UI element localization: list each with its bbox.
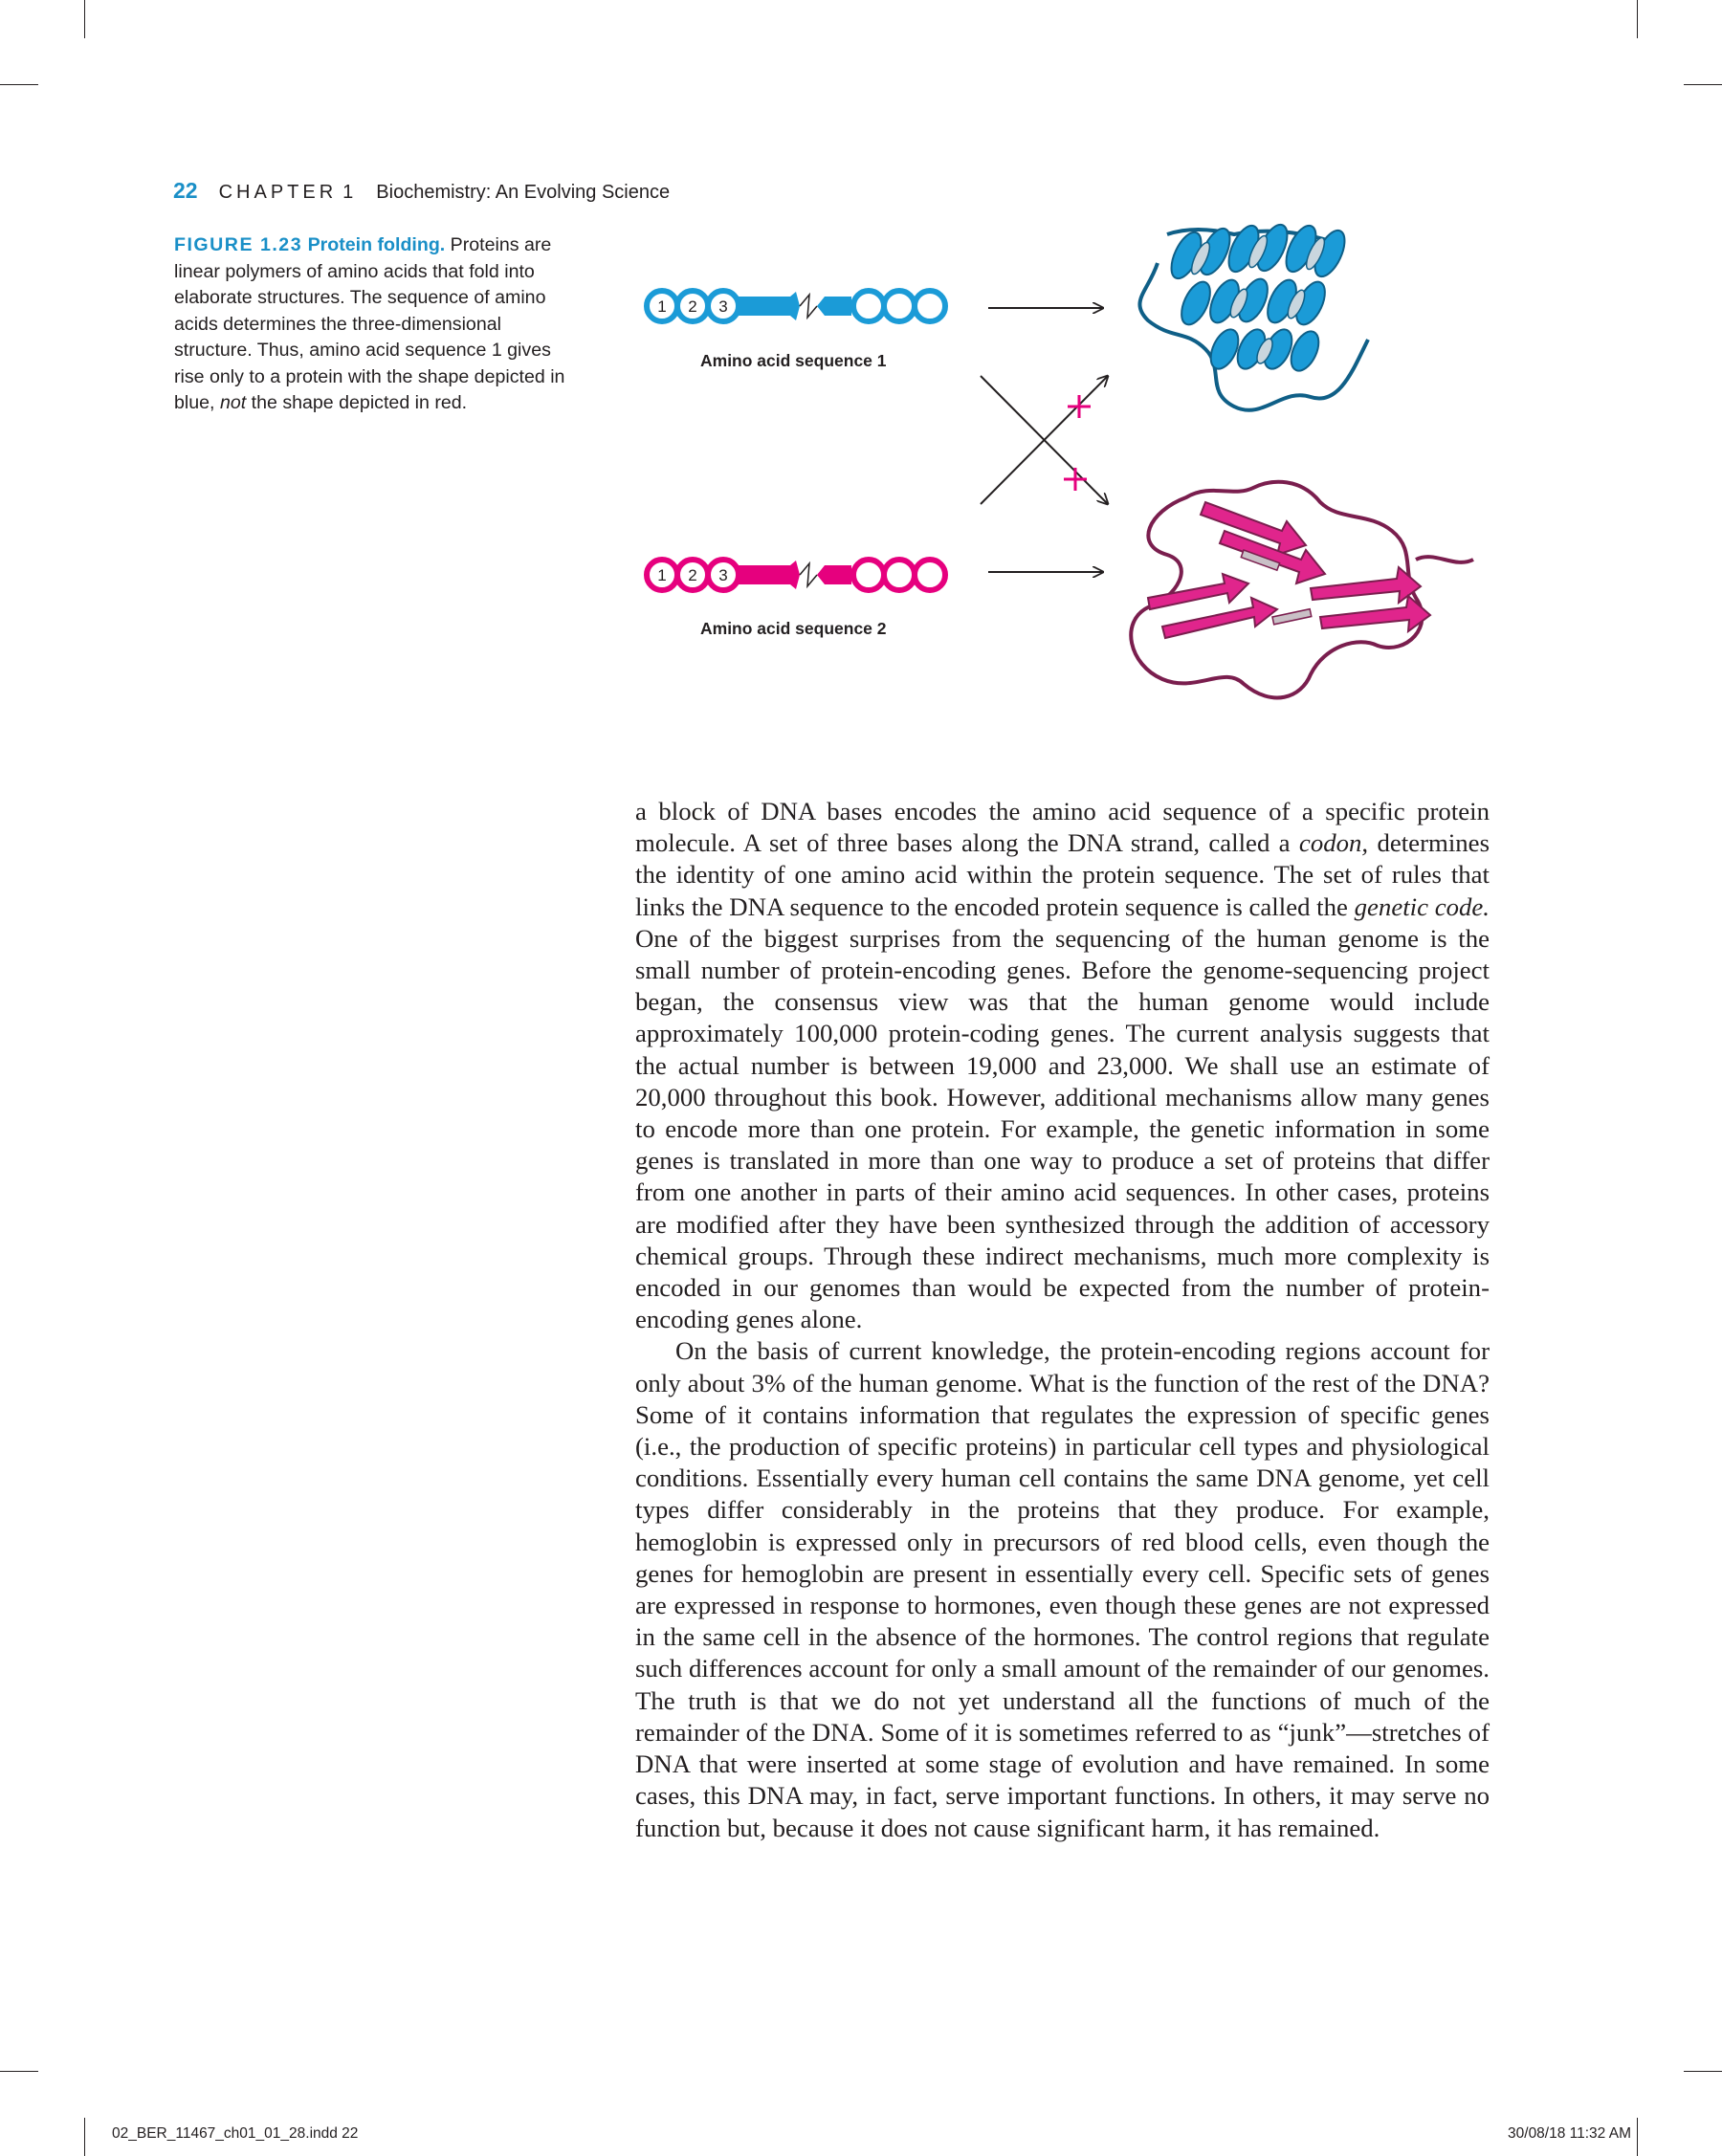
crop-mark [1684, 84, 1722, 85]
term-codon: codon, [1298, 828, 1369, 858]
slug-file: 02_BER_11467_ch01_01_28.indd 22 [112, 2125, 359, 2142]
crop-mark [0, 2071, 38, 2072]
slug-timestamp: 30/08/18 11:32 AM [1508, 2125, 1631, 2142]
crop-mark [1637, 2118, 1638, 2156]
sequence-2-label: Amino acid sequence 2 [700, 619, 887, 638]
helical-protein-structure-icon [1139, 220, 1368, 409]
bead-number: 3 [718, 566, 728, 584]
chain-segment-icon [817, 297, 851, 316]
sequence-1-label: Amino acid sequence 1 [700, 351, 887, 370]
amino-acid-chain-1 [647, 291, 945, 321]
book-title: Biochemistry: An Evolving Science [376, 182, 671, 203]
chapter-number: 1 [342, 182, 356, 203]
beta-sheet-protein-structure-icon [1131, 482, 1473, 698]
bead-icon [884, 291, 915, 321]
paragraph-text: determines the identity of one amino acid within the protein sequence. The set of rules that links the DNA sequence to the encoded protein sequence is called the [635, 828, 1490, 921]
paragraph-text: One of the biggest surprises from the sequencing of the human genome is the small number of protein-encoding genes. Before the genome-sequencing project began, the consensus view was that the human genome would include approximately 100,000 protein-coding genes. The current analysis suggests that the actual number is between 19,000 and 23,000. We shall use an estimate of 20,000 throughout this book. However, additional mechanisms allow many genes to encode more than one protein. For example, the genetic information in some genes is translated in more than one way to produce a set of proteins that differ from one another in parts of their amino acid sequences. In other cases, proteins are modified after they have been synthesized through the addition of accessory chemical groups. Through these indirect mechanisms, much more complexity is encoded in our genomes than would be expected from the number of protein-encoding genes alone. [635, 923, 1490, 1334]
bead-icon [853, 560, 884, 590]
cross-mark-icon [1068, 395, 1091, 418]
break-mark-icon [800, 295, 817, 318]
figure-title: Protein folding. [307, 234, 446, 255]
page-number: 22 [173, 178, 198, 203]
caption-emphasis: not [219, 392, 247, 413]
figure-label: FIGURE 1.23 [174, 234, 303, 255]
caption-text-end: the shape depicted in red. [246, 392, 468, 413]
cross-mark-icon [1064, 468, 1087, 491]
chapter-word: CHAPTER [218, 182, 338, 203]
bead-number: 2 [688, 297, 697, 316]
bead-number: 2 [688, 566, 697, 584]
chain-segment-icon [817, 565, 851, 584]
crop-mark [1637, 0, 1638, 38]
crop-mark [84, 0, 85, 38]
break-mark-icon [800, 563, 817, 586]
chain-segment-icon [739, 292, 800, 320]
body-text [635, 796, 1490, 1844]
caption-text: Proteins are linear polymers of amino acids that fold into elaborate structures. The sequence of amino acids determines the three-dimensional structure. Thus, amino acid sequence 1 gives rise only to a protein with the shape depicted in blue, [174, 234, 565, 413]
crop-mark [84, 2118, 85, 2156]
bead-number: 3 [718, 297, 728, 316]
crop-mark [1684, 2071, 1722, 2072]
paragraph-2: On the basis of current knowledge, the protein-encoding regions account for only about 3% of the human genome. What is the function of the rest of the DNA? Some of it contains information that regulates the expression of specific genes (i.e., the production of specific proteins) in particular cell types and physiological conditions. Essentially every human cell contains the same DNA genome, yet cell types differ considerably in the proteins that they produce. For example, hemoglobin is expressed only in precursors of red blood cells, even though the genes for hemoglobin are present in essentially every cell. Specific sets of genes are expressed in response to hormones, even though these genes are not expressed in the same cell in the absence of the hormones. The control regions that regulate such differences account for only a small amount of the remainder of our genomes. The truth is that we do not yet understand all the functions of much of the remainder of the DNA. Some of it is sometimes referred to as “junk”—stretches of DNA that were inserted at some stage of evolution and have remained. In some cases, this DNA may, in fact, serve important functions. In others, it may serve no function but, because it does not cause significant harm, it has remained. [635, 1336, 1490, 1842]
bead-icon [853, 291, 884, 321]
bead-icon [915, 560, 945, 590]
running-head [173, 178, 670, 209]
chain-segment-icon [739, 561, 800, 589]
crop-mark [0, 84, 38, 85]
amino-acid-chain-2 [647, 560, 945, 590]
paragraph-text: a block of DNA bases encodes the amino acid sequence of a specific protein molecule. A set of three bases along the DNA strand, called a [635, 797, 1490, 858]
figure-graphic [612, 215, 1512, 732]
paragraph-1 [635, 796, 1490, 1335]
bead-icon [884, 560, 915, 590]
bead-number: 1 [657, 297, 667, 316]
term-genetic-code: genetic code. [1354, 891, 1490, 921]
bead-icon [915, 291, 945, 321]
bead-number: 1 [657, 566, 667, 584]
protein-folding-figure [612, 215, 1512, 732]
figure-caption [174, 232, 574, 417]
